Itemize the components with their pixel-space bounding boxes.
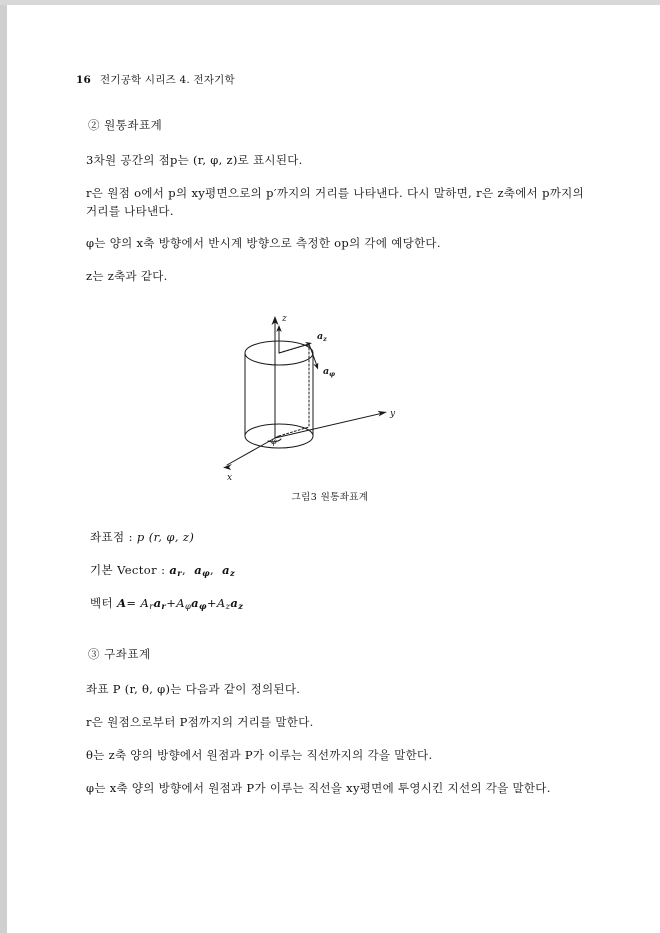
- page-header: [76, 72, 584, 87]
- paragraph-cyl-1: 3차원 공간의 점p는 (r, φ, z)로 표시된다.: [86, 153, 303, 167]
- label-x-axis: x: [227, 473, 233, 484]
- definition-vector-label: 벡터: [90, 596, 118, 611]
- section-title-spherical: ③ 구좌표계: [88, 647, 151, 662]
- cylinder-diagram-svg: [205, 308, 455, 483]
- section-spacer: [76, 628, 584, 646]
- paragraph-sph-2: r은 원점으로부터 P점까지의 거리를 말한다.: [86, 715, 314, 729]
- page-number: 16: [76, 74, 92, 86]
- paragraph-cyl-2: r은 원점 o에서 p의 xy평면으로의 p′까지의 거리를 나타낸다. 다시 말하면, r은 z축에서 p까지의 거리를 나타낸다.: [86, 185, 584, 218]
- figure-drawing: [205, 308, 455, 483]
- basis-vector-phi: $a_\varphi$: [194, 563, 210, 579]
- label-z-axis: z: [282, 314, 287, 325]
- figure-cylindrical-coordinates: [76, 308, 584, 503]
- page-top-shadow: [0, 0, 660, 5]
- figure-caption: 그림3 원통좌표계: [291, 492, 369, 504]
- definition-vector-expansion: 벡터 $A= A_ra_r+A_\varphi a_\varphi+A_za_z$: [90, 596, 244, 612]
- book-title: 전기공학 시리즈 4. 전자기학: [100, 74, 235, 86]
- definition-basis-label: 기본 Vector :: [90, 563, 170, 578]
- page-content: [76, 72, 584, 812]
- label-a-z: $a_z$: [317, 331, 327, 344]
- label-a-phi: $a_\varphi$: [323, 366, 336, 379]
- definition-coord-label: 좌표점 :: [90, 530, 137, 545]
- label-angle-phi: φ: [271, 437, 277, 447]
- label-y-axis: y: [390, 409, 396, 420]
- page-left-shadow: [0, 0, 7, 933]
- definition-basis-vectors: 기본 Vector : $a_r$, $a_\varphi$, $a_z$: [90, 563, 236, 579]
- definition-coordinate-point: [90, 529, 584, 545]
- basis-vector-r: $a_r$: [169, 563, 183, 579]
- paragraph-cyl-3: φ는 양의 x축 방향에서 반시계 방향으로 측정한 op의 각에 예당한다.: [86, 236, 441, 251]
- definition-coord-value: p (r, φ, z): [136, 530, 195, 545]
- basis-vector-z: $a_z$: [222, 563, 236, 579]
- paragraph-sph-4: φ는 x축 양의 방향에서 원점과 P가 이루는 직선을 xy평면에 투영시킨 지선의 각을 말한다.: [86, 780, 551, 795]
- paragraph-cyl-4: z는 z축과 같다.: [86, 269, 168, 284]
- paragraph-sph-1: 좌표 P (r, θ, φ)는 다음과 같이 정의된다.: [86, 682, 301, 697]
- vector-A: A: [117, 596, 127, 611]
- definitions-cylindrical: [90, 529, 584, 611]
- paragraph-sph-3: θ는 z축 양의 방향에서 원점과 P가 이루는 직선까지의 각을 말한다.: [86, 747, 433, 762]
- section-title-cylindrical: ② 원통좌표계: [88, 118, 163, 132]
